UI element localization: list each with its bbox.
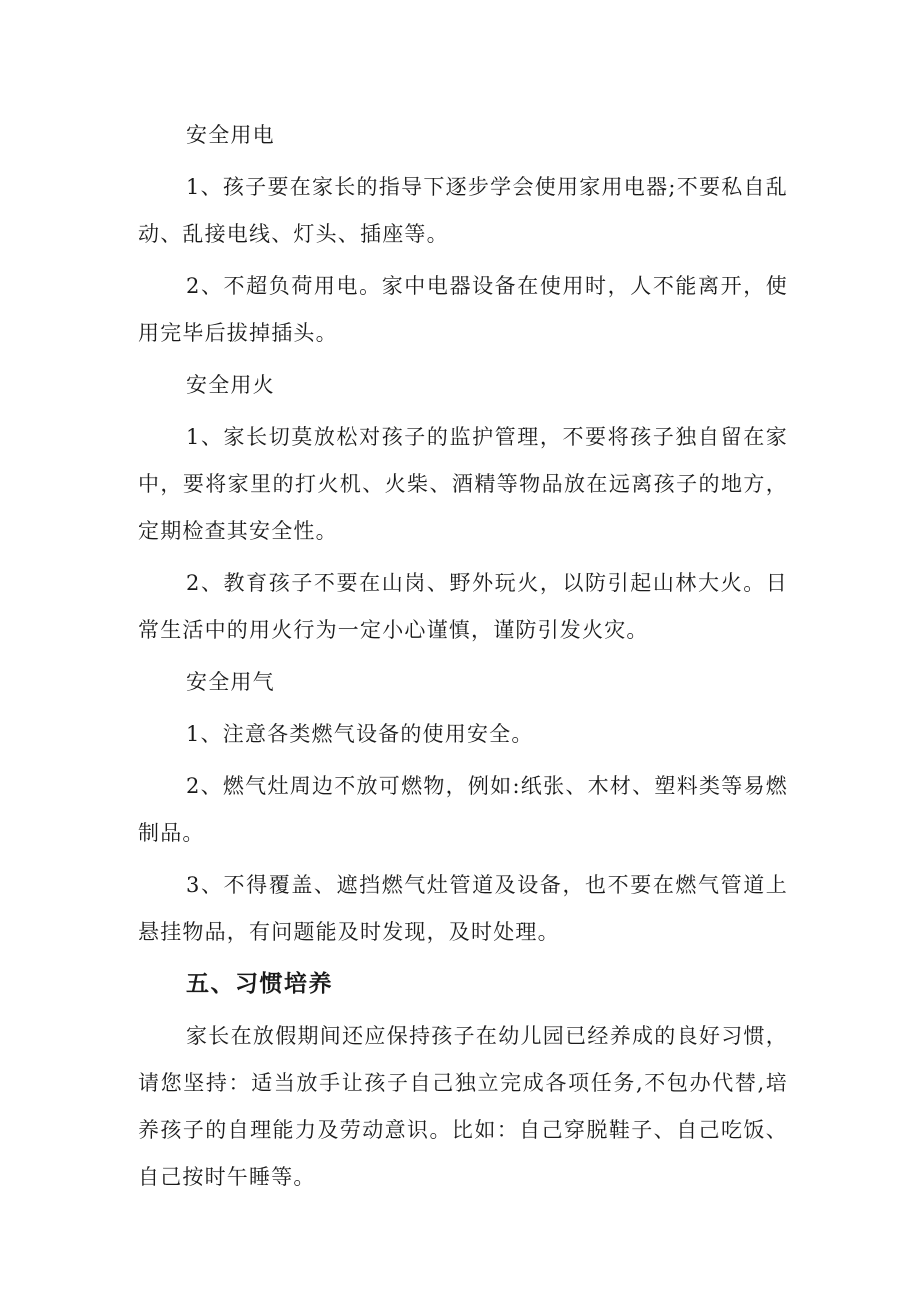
paragraph: 2、燃气灶周边不放可燃物，例如:纸张、木材、塑料类等易燃制品。 bbox=[138, 774, 788, 845]
subheading-fire: 安全用火 bbox=[186, 373, 275, 397]
paragraph: 1、孩子要在家长的指导下逐步学会使用家用电器;不要私自乱动、乱接电线、灯头、插座等。 bbox=[138, 175, 788, 246]
paragraph: 1、注意各类燃气设备的使用安全。 bbox=[186, 722, 534, 746]
paragraph: 家长在放假期间还应保持孩子在幼儿园已经养成的良好习惯，请您坚持：适当放手让孩子自己独立完成各项任务,不包办代替,培养孩子的自理能力及劳动意识。比如：自己穿脱鞋子、自己吃饭、自己按时午睡等。 bbox=[138, 1024, 788, 1189]
paragraph: 2、不超负荷用电。家中电器设备在使用时，人不能离开，使用完毕后拔掉插头。 bbox=[138, 274, 788, 345]
subheading-gas: 安全用气 bbox=[186, 670, 275, 694]
subheading-electricity: 安全用电 bbox=[186, 123, 275, 147]
paragraph: 2、教育孩子不要在山岗、野外玩火，以防引起山林大火。日常生活中的用火行为一定小心谨慎，谨防引发火灾。 bbox=[138, 571, 788, 642]
paragraph: 3、不得覆盖、遮挡燃气灶管道及设备，也不要在燃气管道上悬挂物品，有问题能及时发现，及时处理。 bbox=[138, 873, 788, 944]
document-body bbox=[138, 112, 788, 1206]
paragraph: 1、家长切莫放松对孩子的监护管理，不要将孩子独自留在家中，要将家里的打火机、火柴、酒精等物品放在远离孩子的地方，定期检查其安全性。 bbox=[138, 425, 788, 543]
section-title-habits: 五、习惯培养 bbox=[186, 971, 333, 997]
